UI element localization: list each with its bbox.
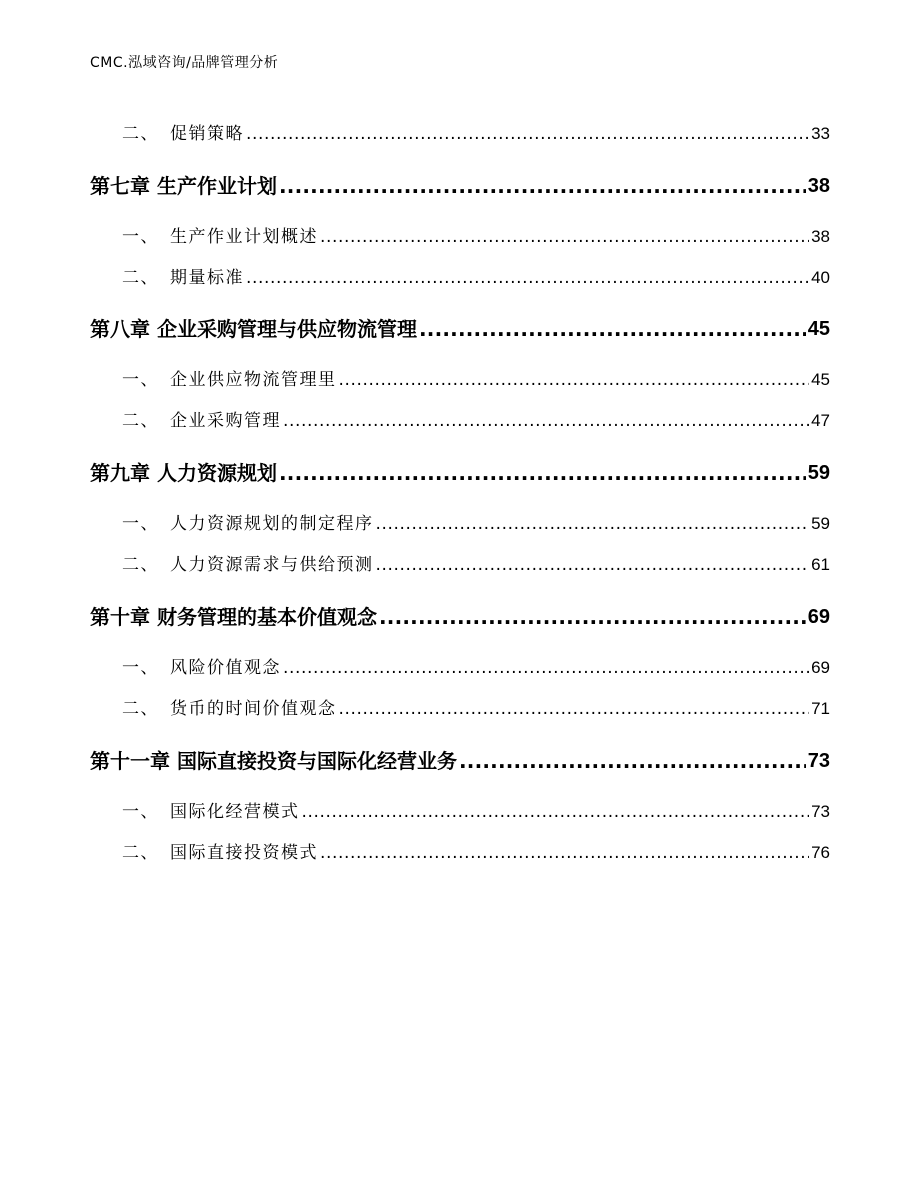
toc-entry-text: 促销策略 bbox=[170, 124, 244, 144]
toc-entry-number: 一、 bbox=[122, 802, 159, 822]
page-header: CMC.泓域咨询/品牌管理分析 bbox=[90, 55, 279, 71]
toc-section-entry[interactable] bbox=[90, 697, 830, 721]
dot-leader bbox=[376, 553, 810, 577]
dot-leader bbox=[339, 368, 810, 392]
toc-page-number: 45 bbox=[807, 318, 830, 340]
toc-entry-text: 风险价值观念 bbox=[170, 658, 281, 678]
toc-entry-text: 国际化经营模式 bbox=[170, 802, 300, 822]
toc-entry-title: 第十一章 国际直接投资与国际化经营业务 bbox=[90, 749, 457, 773]
dot-leader bbox=[376, 512, 810, 536]
toc-entry-number: 二、 bbox=[122, 555, 159, 575]
dot-leader bbox=[320, 225, 809, 249]
toc-page-number: 38 bbox=[807, 175, 830, 197]
dot-leader bbox=[379, 603, 806, 631]
toc-entry-number: 二、 bbox=[122, 268, 159, 288]
toc-section-entry[interactable] bbox=[90, 841, 830, 865]
toc-section-entry[interactable] bbox=[90, 553, 830, 577]
toc-entry-number: 一、 bbox=[122, 658, 159, 678]
toc-page-number: 61 bbox=[811, 555, 830, 574]
dot-leader bbox=[246, 266, 809, 290]
toc-page-number: 73 bbox=[807, 750, 830, 772]
toc-page-number: 47 bbox=[811, 411, 830, 430]
toc-chapter-entry[interactable] bbox=[90, 747, 830, 775]
dot-leader bbox=[283, 409, 809, 433]
toc-entry-text: 货币的时间价值观念 bbox=[170, 699, 337, 719]
dot-leader bbox=[320, 841, 809, 865]
toc-entry-title bbox=[90, 122, 244, 146]
toc-entry-title bbox=[90, 656, 281, 680]
toc-page-number: 69 bbox=[811, 658, 830, 677]
dot-leader bbox=[339, 697, 810, 721]
toc-entry-text: 国际直接投资模式 bbox=[170, 843, 318, 863]
toc-page-number: 40 bbox=[811, 268, 830, 287]
toc-entry-title bbox=[90, 697, 337, 721]
toc-entry-title: 第九章 人力资源规划 bbox=[90, 461, 277, 485]
toc-entry-text: 期量标准 bbox=[170, 268, 244, 288]
toc-section-entry[interactable] bbox=[90, 122, 830, 146]
toc-entry-title bbox=[90, 553, 374, 577]
toc-entry-number: 二、 bbox=[122, 411, 159, 431]
toc-section-entry[interactable] bbox=[90, 800, 830, 824]
toc-entry-title bbox=[90, 225, 318, 249]
toc-page-number: 33 bbox=[811, 124, 830, 143]
toc-page-number: 73 bbox=[811, 802, 830, 821]
toc-chapter-entry[interactable] bbox=[90, 459, 830, 487]
toc-page-number: 76 bbox=[811, 843, 830, 862]
toc-entry-number: 一、 bbox=[122, 370, 159, 390]
dot-leader bbox=[246, 122, 809, 146]
toc-section-entry[interactable] bbox=[90, 512, 830, 536]
toc-entry-title: 第八章 企业采购管理与供应物流管理 bbox=[90, 317, 417, 341]
toc-page-number: 45 bbox=[811, 370, 830, 389]
toc-section-entry[interactable] bbox=[90, 409, 830, 433]
toc-entry-title bbox=[90, 409, 281, 433]
toc-section-entry[interactable] bbox=[90, 225, 830, 249]
toc-entry-text: 人力资源规划的制定程序 bbox=[170, 514, 374, 534]
toc-entry-number: 二、 bbox=[122, 699, 159, 719]
dot-leader bbox=[302, 800, 810, 824]
dot-leader bbox=[279, 459, 806, 487]
toc-entry-title bbox=[90, 368, 337, 392]
toc-page-number: 38 bbox=[811, 227, 830, 246]
toc-entry-title bbox=[90, 512, 374, 536]
toc-entry-text: 生产作业计划概述 bbox=[170, 227, 318, 247]
dot-leader bbox=[419, 315, 806, 343]
toc-chapter-entry[interactable] bbox=[90, 172, 830, 200]
dot-leader bbox=[459, 747, 806, 775]
toc-entry-text: 人力资源需求与供给预测 bbox=[170, 555, 374, 575]
dot-leader bbox=[283, 656, 809, 680]
toc-page-number: 69 bbox=[807, 606, 830, 628]
toc-entry-number: 二、 bbox=[122, 124, 159, 144]
toc-section-entry[interactable] bbox=[90, 656, 830, 680]
toc-entry-number: 一、 bbox=[122, 514, 159, 534]
header-divider bbox=[90, 77, 830, 78]
toc-page-number: 59 bbox=[811, 514, 830, 533]
toc-entry-title bbox=[90, 841, 318, 865]
toc-entry-number: 二、 bbox=[122, 843, 159, 863]
toc-entry-text: 企业采购管理 bbox=[170, 411, 281, 431]
toc-entry-number: 一、 bbox=[122, 227, 159, 247]
toc-entry-title: 第七章 生产作业计划 bbox=[90, 174, 277, 198]
toc-entry-title: 第十章 财务管理的基本价值观念 bbox=[90, 605, 377, 629]
toc-chapter-entry[interactable] bbox=[90, 603, 830, 631]
toc-chapter-entry[interactable] bbox=[90, 315, 830, 343]
toc-entry-text: 企业供应物流管理里 bbox=[170, 370, 337, 390]
toc-page-number: 59 bbox=[807, 462, 830, 484]
toc-page-number: 71 bbox=[811, 699, 830, 718]
toc-section-entry[interactable] bbox=[90, 368, 830, 392]
dot-leader bbox=[279, 172, 806, 200]
toc-entry-title bbox=[90, 266, 244, 290]
toc-section-entry[interactable] bbox=[90, 266, 830, 290]
toc-entry-title bbox=[90, 800, 300, 824]
